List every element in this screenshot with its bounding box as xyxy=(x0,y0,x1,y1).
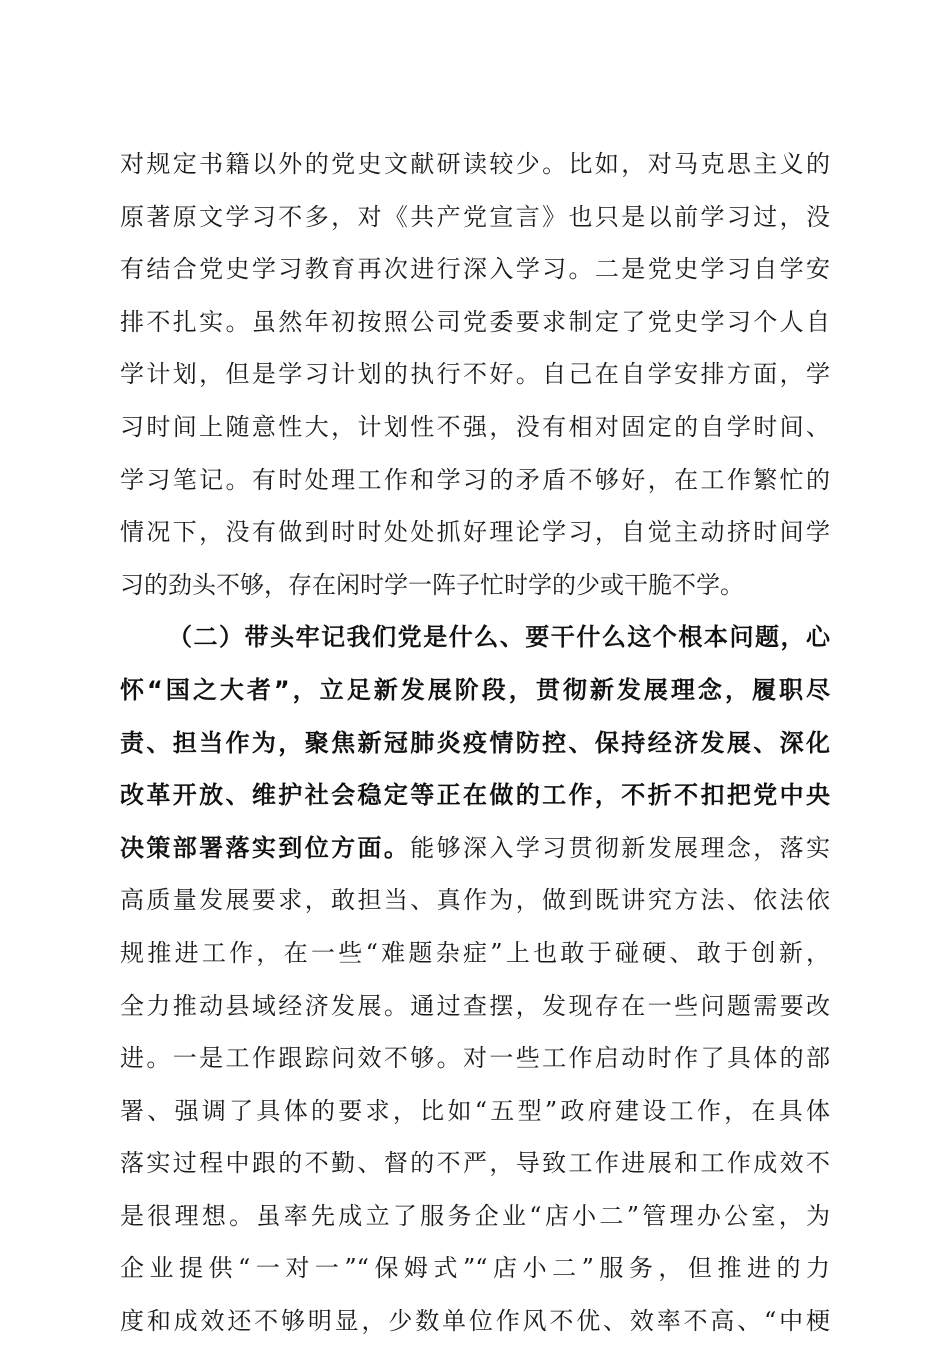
text-line: 进。一是工作跟踪问效不够。对一些工作启动时作了具体的部 xyxy=(120,1044,830,1073)
section-heading-line: （二）带头牢记我们党是什么、要干什么这个根本问题，心 xyxy=(168,623,830,652)
mixed-line xyxy=(120,822,830,875)
text-line: 有结合党史学习教育再次进行深入学习。二是党史学习自学安 xyxy=(120,255,830,284)
section-heading-end: 决策部署落实到位方面。 xyxy=(120,833,411,862)
text-line: 企业提供“一对一”“保姆式”“店小二”服务，但推进的力 xyxy=(120,1254,830,1283)
document-body xyxy=(120,138,830,1348)
text-line: 对规定书籍以外的党史文献研读较少。比如，对马克思主义的 xyxy=(120,150,830,178)
text-line: 排不扎实。虽然年初按照公司党委要求制定了党史学习个人自 xyxy=(120,307,830,336)
text-line: 落实过程中跟的不勤、督的不严，导致工作进展和工作成效不 xyxy=(120,1149,830,1178)
text-line: 度和成效还不够明显，少数单位作风不优、效率不高、“中梗 xyxy=(120,1307,830,1336)
section-heading-line: 改革开放、维护社会稳定等正在做的工作，不折不扣把党中央 xyxy=(120,781,830,810)
text-line: 规推进工作，在一些“难题杂症”上也敢于碰硬、敢于创新， xyxy=(120,938,830,967)
section-heading-line: 怀“国之大者”，立足新发展阶段，贯彻新发展理念，履职尽 xyxy=(120,675,830,704)
body-text-start: 能够深入学习贯彻新发展理念，落实 xyxy=(410,833,831,862)
text-line: 署、强调了具体的要求，比如“五型”政府建设工作，在具体 xyxy=(120,1096,830,1125)
text-line: 全力推动县域经济发展。通过查摆，发现存在一些问题需要改 xyxy=(120,991,830,1020)
text-line: 习时间上随意性大，计划性不强，没有相对固定的自学时间、 xyxy=(120,412,830,441)
text-line: 原著原文学习不多，对《共产党宣言》也只是以前学习过，没 xyxy=(120,202,830,231)
text-line: 学计划，但是学习计划的执行不好。自己在自学安排方面，学 xyxy=(120,360,830,389)
text-line: 是很理想。虽率先成立了服务企业“店小二”管理办公室，为 xyxy=(120,1201,830,1230)
text-line: 情况下，没有做到时时处处抓好理论学习，自觉主动挤时间学 xyxy=(120,518,830,547)
text-line: 习的劲头不够，存在闲时学一阵子忙时学的少或干脆不学。 xyxy=(120,570,744,599)
text-line: 高质量发展要求，敢担当、真作为，做到既讲究方法、依法依 xyxy=(120,886,830,915)
text-line: 学习笔记。有时处理工作和学习的矛盾不够好，在工作繁忙的 xyxy=(120,465,830,494)
section-heading-line: 责、担当作为，聚焦新冠肺炎疫情防控、保持经济发展、深化 xyxy=(120,728,830,757)
